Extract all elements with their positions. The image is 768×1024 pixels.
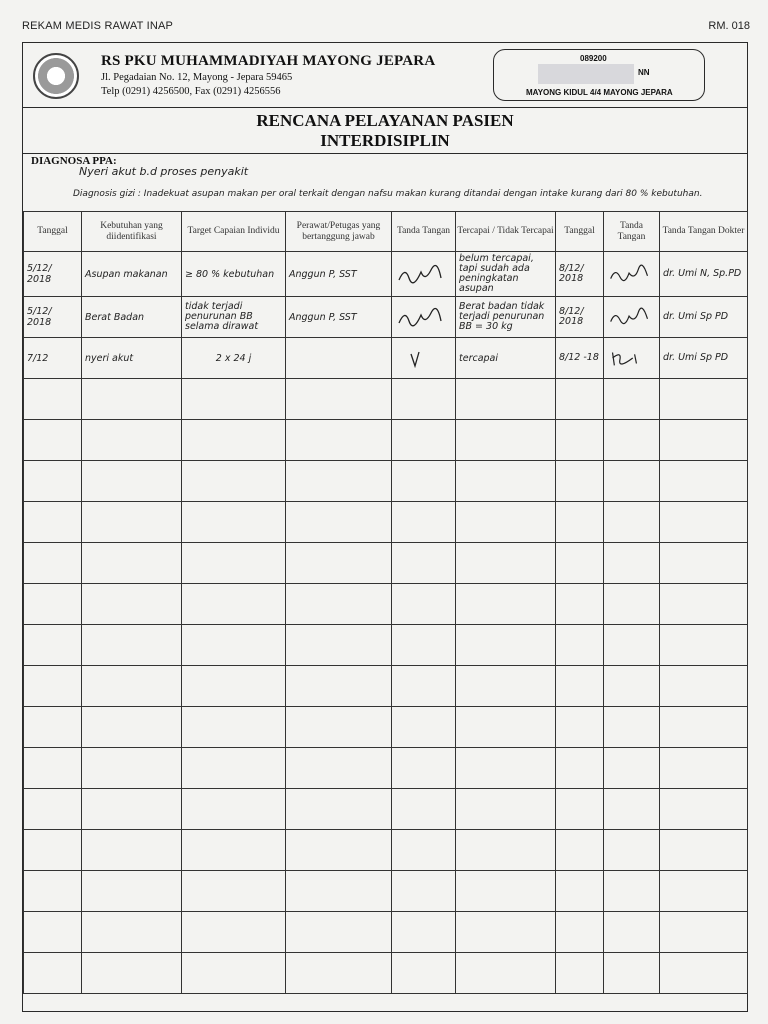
empty-cell (556, 707, 604, 748)
empty-table-row (24, 789, 748, 830)
patient-name-suffix: NN (638, 68, 650, 77)
col-date-2: Tanggal (556, 212, 604, 252)
empty-cell (182, 379, 286, 420)
empty-cell (556, 789, 604, 830)
empty-cell (82, 871, 182, 912)
table-body (24, 252, 748, 994)
empty-cell (24, 830, 82, 871)
form-title (23, 107, 747, 154)
record-type-label: REKAM MEDIS RAWAT INAP (22, 20, 174, 32)
empty-cell (556, 379, 604, 420)
cell-signature (392, 252, 456, 297)
empty-cell (456, 584, 556, 625)
cell-status: belum tercapai, tapi sudah ada peningkatan asupan (456, 252, 556, 297)
col-officer: Perawat/Petugas yang bertanggung jawab (286, 212, 392, 252)
empty-cell (182, 461, 286, 502)
empty-cell (24, 625, 82, 666)
hospital-logo-icon (33, 53, 79, 99)
empty-cell (82, 830, 182, 871)
empty-cell (24, 379, 82, 420)
empty-cell (82, 707, 182, 748)
empty-cell (182, 707, 286, 748)
cell-doctor: dr. Umi Sp PD (660, 297, 748, 338)
empty-cell (660, 379, 748, 420)
empty-cell (604, 584, 660, 625)
empty-cell (182, 584, 286, 625)
title-line-2: INTERDISIPLIN (320, 131, 450, 150)
diagnosis-section (23, 153, 747, 212)
empty-cell (286, 748, 392, 789)
cell-signature-2 (604, 338, 660, 379)
patient-label-box (493, 49, 705, 101)
empty-cell (456, 789, 556, 830)
col-signature-2: Tanda Tangan (604, 212, 660, 252)
cell-officer (286, 338, 392, 379)
empty-cell (24, 584, 82, 625)
col-status: Tercapai / Tidak Tercapai (456, 212, 556, 252)
cell-target: 2 x 24 j (182, 338, 286, 379)
empty-cell (182, 871, 286, 912)
form-sheet (22, 42, 748, 1012)
empty-cell (456, 461, 556, 502)
empty-cell (392, 420, 456, 461)
empty-cell (286, 420, 392, 461)
empty-cell (660, 584, 748, 625)
empty-cell (182, 912, 286, 953)
empty-cell (286, 625, 392, 666)
empty-cell (604, 912, 660, 953)
empty-cell (392, 666, 456, 707)
empty-cell (660, 953, 748, 994)
empty-cell (24, 912, 82, 953)
empty-cell (660, 461, 748, 502)
cell-officer: Anggun P, SST (286, 297, 392, 338)
empty-cell (24, 789, 82, 830)
empty-cell (556, 830, 604, 871)
empty-cell (556, 461, 604, 502)
empty-cell (82, 420, 182, 461)
empty-cell (24, 502, 82, 543)
hospital-header (23, 43, 747, 108)
cell-date: 7/12 (24, 338, 82, 379)
empty-cell (604, 379, 660, 420)
empty-cell (286, 789, 392, 830)
empty-table-row (24, 420, 748, 461)
hospital-contact (101, 71, 292, 99)
cell-target: ≥ 80 % kebutuhan (182, 252, 286, 297)
empty-cell (456, 748, 556, 789)
table-header-row (24, 212, 748, 252)
empty-cell (660, 707, 748, 748)
empty-table-row (24, 584, 748, 625)
empty-cell (392, 871, 456, 912)
cell-signature (392, 297, 456, 338)
empty-cell (24, 871, 82, 912)
hospital-name: RS PKU MUHAMMADIYAH MAYONG JEPARA (101, 53, 436, 69)
empty-table-row (24, 461, 748, 502)
empty-table-row (24, 379, 748, 420)
empty-cell (286, 707, 392, 748)
handwritten-signature-icon (395, 307, 445, 327)
col-doctor-signature: Tanda Tangan Dokter (660, 212, 748, 252)
col-signature: Tanda Tangan (392, 212, 456, 252)
cell-need: Berat Badan (82, 297, 182, 338)
empty-cell (182, 502, 286, 543)
table-row (24, 252, 748, 297)
empty-cell (182, 420, 286, 461)
empty-cell (182, 953, 286, 994)
empty-cell (604, 461, 660, 502)
empty-table-row (24, 502, 748, 543)
empty-cell (286, 912, 392, 953)
empty-cell (604, 707, 660, 748)
empty-cell (392, 953, 456, 994)
empty-cell (286, 871, 392, 912)
empty-cell (556, 912, 604, 953)
empty-cell (82, 625, 182, 666)
empty-cell (456, 953, 556, 994)
empty-table-row (24, 625, 748, 666)
empty-cell (660, 666, 748, 707)
table-row (24, 338, 748, 379)
empty-cell (82, 502, 182, 543)
empty-cell (24, 420, 82, 461)
cell-date-2: 8/12/ 2018 (556, 297, 604, 338)
empty-cell (24, 543, 82, 584)
handwritten-signature-icon (607, 264, 653, 284)
empty-cell (556, 748, 604, 789)
hospital-address: Jl. Pegadaian No. 12, Mayong - Jepara 59465 (101, 72, 293, 83)
empty-cell (392, 543, 456, 584)
empty-table-row (24, 543, 748, 584)
empty-cell (456, 871, 556, 912)
empty-cell (392, 830, 456, 871)
empty-cell (556, 584, 604, 625)
empty-cell (82, 461, 182, 502)
hospital-phone: Telp (0291) 4256500, Fax (0291) 4256556 (101, 86, 281, 97)
empty-cell (660, 502, 748, 543)
empty-cell (604, 789, 660, 830)
empty-cell (286, 379, 392, 420)
diagnosis-text-2: Diagnosis gizi : Inadekuat asupan makan per oral terkait dengan nafsu makan kurang ditandai dengan intake kurang dari 80 % kebutuhan. (73, 189, 703, 199)
empty-cell (82, 789, 182, 830)
diagnosis-text-1: Nyeri akut b.d proses penyakit (79, 165, 249, 178)
empty-cell (660, 625, 748, 666)
cell-date: 5/12/ 2018 (24, 252, 82, 297)
empty-cell (556, 502, 604, 543)
empty-table-row (24, 953, 748, 994)
cell-signature (392, 338, 456, 379)
empty-cell (182, 666, 286, 707)
empty-table-row (24, 912, 748, 953)
empty-cell (82, 666, 182, 707)
empty-cell (660, 830, 748, 871)
handwritten-signature-icon (607, 307, 653, 327)
cell-status: tercapai (456, 338, 556, 379)
col-need: Kebutuhan yang diidentifikasi (82, 212, 182, 252)
col-date: Tanggal (24, 212, 82, 252)
empty-cell (392, 502, 456, 543)
empty-cell (604, 543, 660, 584)
empty-cell (24, 953, 82, 994)
cell-status: Berat badan tidak terjadi penurunan BB = 30 kg (456, 297, 556, 338)
empty-cell (556, 666, 604, 707)
empty-cell (392, 707, 456, 748)
cell-target: tidak terjadi penurunan BB selama dirawat (182, 297, 286, 338)
empty-cell (392, 789, 456, 830)
handwritten-signature-icon (395, 264, 445, 284)
empty-table-row (24, 707, 748, 748)
empty-cell (286, 502, 392, 543)
empty-cell (392, 584, 456, 625)
col-target: Target Capaian Individu (182, 212, 286, 252)
empty-cell (660, 789, 748, 830)
cell-signature-2 (604, 252, 660, 297)
cell-need: nyeri akut (82, 338, 182, 379)
empty-cell (604, 502, 660, 543)
cell-need: Asupan makanan (82, 252, 182, 297)
empty-cell (556, 625, 604, 666)
empty-cell (392, 379, 456, 420)
diagnosis-label: DIAGNOSA PPA: (31, 155, 117, 167)
empty-cell (604, 666, 660, 707)
cell-officer: Anggun P, SST (286, 252, 392, 297)
empty-cell (660, 912, 748, 953)
empty-cell (604, 871, 660, 912)
empty-cell (456, 379, 556, 420)
empty-cell (660, 748, 748, 789)
empty-cell (182, 830, 286, 871)
empty-cell (286, 461, 392, 502)
empty-cell (182, 625, 286, 666)
patient-address: MAYONG KIDUL 4/4 MAYONG JEPARA (526, 88, 673, 97)
empty-cell (604, 625, 660, 666)
empty-cell (556, 420, 604, 461)
empty-table-row (24, 666, 748, 707)
cell-date-2: 8/12 -18 (556, 338, 604, 379)
empty-cell (24, 666, 82, 707)
empty-cell (182, 543, 286, 584)
empty-cell (660, 543, 748, 584)
empty-cell (286, 666, 392, 707)
empty-cell (456, 502, 556, 543)
empty-cell (286, 953, 392, 994)
empty-table-row (24, 830, 748, 871)
empty-table-row (24, 871, 748, 912)
cell-doctor: dr. Umi Sp PD (660, 338, 748, 379)
empty-cell (82, 953, 182, 994)
empty-cell (556, 953, 604, 994)
empty-cell (556, 543, 604, 584)
empty-cell (182, 748, 286, 789)
handwritten-signature-icon (607, 348, 653, 368)
empty-cell (286, 543, 392, 584)
empty-cell (456, 420, 556, 461)
empty-cell (456, 830, 556, 871)
empty-table-row (24, 748, 748, 789)
empty-cell (82, 584, 182, 625)
empty-cell (456, 543, 556, 584)
empty-cell (392, 748, 456, 789)
form-code: RM. 018 (708, 20, 750, 32)
medical-record-number: 089200 (580, 54, 607, 63)
empty-cell (24, 707, 82, 748)
empty-cell (660, 420, 748, 461)
empty-cell (604, 830, 660, 871)
empty-cell (82, 379, 182, 420)
empty-cell (456, 912, 556, 953)
checkmark-signature-icon (395, 348, 445, 368)
cell-date: 5/12/ 2018 (24, 297, 82, 338)
empty-cell (82, 748, 182, 789)
empty-cell (286, 584, 392, 625)
table-row (24, 297, 748, 338)
empty-cell (182, 789, 286, 830)
empty-cell (392, 461, 456, 502)
empty-cell (392, 912, 456, 953)
empty-cell (286, 830, 392, 871)
empty-cell (456, 625, 556, 666)
empty-cell (82, 543, 182, 584)
empty-cell (604, 420, 660, 461)
care-plan-table (23, 211, 748, 994)
empty-cell (82, 912, 182, 953)
cell-doctor: dr. Umi N, Sp.PD (660, 252, 748, 297)
empty-cell (24, 748, 82, 789)
empty-cell (660, 871, 748, 912)
empty-cell (604, 748, 660, 789)
empty-cell (556, 871, 604, 912)
empty-cell (392, 625, 456, 666)
cell-signature-2 (604, 297, 660, 338)
empty-cell (604, 953, 660, 994)
empty-cell (24, 461, 82, 502)
empty-cell (456, 707, 556, 748)
empty-cell (456, 666, 556, 707)
cell-date-2: 8/12/ 2018 (556, 252, 604, 297)
redacted-patient-name (538, 64, 634, 84)
title-line-1: RENCANA PELAYANAN PASIEN (256, 111, 514, 130)
